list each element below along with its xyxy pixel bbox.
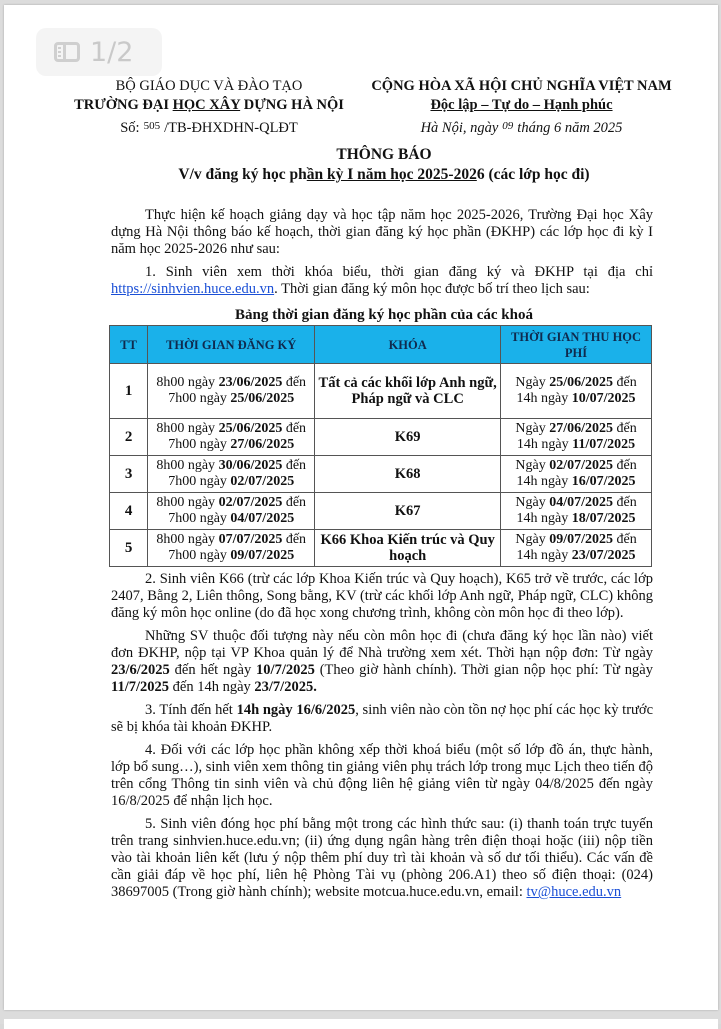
fee-end-label: 14h ngày — [516, 511, 572, 526]
fee-start-label: Ngày — [515, 458, 550, 473]
item-1-text: . Thời gian đăng ký môn học được bố trí theo lịch sau: — [274, 281, 590, 297]
document-page-2-edge — [4, 1019, 718, 1029]
school-name-part: TRƯỜNG ĐẠI — [74, 97, 173, 113]
fee-end-date: 11/07/2025 — [572, 437, 636, 452]
fee-start-label: Ngày — [515, 421, 550, 436]
reg-start-time: 8h00 ngày — [156, 532, 219, 547]
item-2-paragraph: 2. Sinh viên K66 (trừ các lớp Khoa Kiến trúc và Quy hoạch), K65 trở về trước, các lớp 2407, Bằng 2, Liên thông, Song bằng, KV (trừ các khối lớp Anh ngữ, Pháp ngữ, CLC) không đăng ký môn học online (do đã học xong chương trình, không còn môn học đi theo lớp). — [111, 571, 653, 621]
fee-time — [501, 364, 652, 419]
reg-start-date: 23/06/2025 — [218, 375, 283, 390]
school-name-part: DỰNG HÀ NỘI — [240, 97, 344, 113]
reg-to: đến — [282, 375, 307, 390]
reg-start-time: 8h00 ngày — [156, 458, 219, 473]
registration-time — [148, 364, 315, 419]
deadline-date: 11/7/2025 — [111, 679, 170, 695]
intro-section — [111, 207, 653, 304]
header-fee-time: THỜI GIAN THU HỌC PHÍ — [501, 326, 652, 364]
reg-end-date: 04/07/2025 — [230, 511, 295, 526]
row-number: 5 — [110, 530, 148, 567]
registration-time — [148, 419, 315, 456]
reg-end-date: 25/06/2025 — [230, 391, 295, 406]
sidebar-toggle-icon[interactable] — [54, 42, 80, 62]
fee-to: đến — [612, 458, 637, 473]
fee-start-label: Ngày — [515, 532, 550, 547]
registration-time — [148, 530, 315, 567]
email-link[interactable]: tv@huce.edu.vn — [526, 884, 622, 900]
student-portal-link[interactable]: https://sinhvien.huce.edu.vn — [111, 281, 275, 297]
fee-start-label: Ngày — [515, 375, 550, 390]
national-motto: Độc lập – Tự do – Hạnh phúc — [430, 97, 613, 113]
registration-schedule-table — [109, 325, 652, 567]
reg-to: đến — [282, 421, 307, 436]
fee-end-label: 14h ngày — [516, 474, 572, 489]
number-label: Số: — [120, 120, 140, 136]
item-4-paragraph: 4. Đối với các lớp học phần không xếp thời khoá biểu (một số lớp đồ án, thực hành, lớp bổ sung…), sinh viên xem thông tin giảng viên phụ trách lớp trong mục Lịch theo tiến độ trên cổng Thông tin sinh viên và chủ động liên hệ giảng viên từ ngày 04/8/2025 đến ngày 16/8/2025 để nhận lịch học. — [111, 742, 653, 809]
header-registration-time: THỜI GIAN ĐĂNG KÝ — [148, 326, 315, 364]
item-5-text: 5. Sinh viên đóng học phí bằng một trong các hình thức sau: (i) thanh toán trực tuyến trên trang sinhvien.huce.edu.vn; (ii) ứng dụng ngân hàng trên điện thoại hoặc (iii) nộp tiền vào tài khoản liên kết (lưu ý nộp thêm phí duy trì tài khoản và số dư tối thiểu). Các vấn đề cần giải đáp về học phí, liên hệ Phòng Tài vụ (phòng 206.A1) theo số điện thoại: (024) 38697005 (Trong giờ hành chính); website motcua.huce.edu.vn, email: — [111, 816, 653, 900]
deadline-date: 23/6/2025 — [111, 662, 170, 678]
reg-to: đến — [282, 532, 307, 547]
fee-start-date: 09/07/2025 — [549, 532, 613, 547]
debt-deadline: 14h ngày 16/6/2025 — [236, 702, 356, 718]
row-number: 2 — [110, 419, 148, 456]
table-row — [110, 419, 652, 456]
cohort: K67 — [315, 493, 501, 530]
reg-start-time: 8h00 ngày — [156, 375, 219, 390]
date-prefix: Hà Nội, ngày — [420, 120, 499, 136]
intro-paragraph: Thực hiện kế hoạch giảng dạy và học tập năm học 2025-2026, Trường Đại học Xây dựng Hà Nội thông báo kế hoạch, thời gian đăng ký học phần (ĐKHP) các lớp học đi kỳ I năm học 2025-2026 như sau: — [111, 207, 653, 257]
fee-to: đến — [612, 375, 637, 390]
reg-end-time: 7h00 ngày — [168, 474, 231, 489]
item-3-text: , sinh viên nào còn tồn nợ học phí các học kỳ trước sẽ bị khóa tài khoản ĐKHP. — [111, 702, 654, 735]
header-right — [349, 77, 694, 138]
school-name-underlined: HỌC XÂY — [172, 97, 241, 113]
reg-to: đến — [282, 495, 307, 510]
reg-end-time: 7h00 ngày — [168, 511, 231, 526]
title-subject — [104, 165, 664, 185]
page-count: 1/2 — [90, 36, 134, 68]
document-page-1 — [4, 5, 718, 1010]
cohort: Tất cả các khối lớp Anh ngữ, Pháp ngữ và CLC — [315, 364, 501, 419]
school-name — [74, 96, 344, 115]
title-heading: THÔNG BÁO — [336, 146, 432, 163]
fee-start-date: 04/07/2025 — [549, 495, 613, 510]
cohort: K68 — [315, 456, 501, 493]
row-number: 4 — [110, 493, 148, 530]
country-name: CỘNG HÒA XÃ HỘI CHỦ NGHĨA VIỆT NAM — [371, 78, 672, 94]
registration-time — [148, 493, 315, 530]
table-row — [110, 364, 652, 419]
page-indicator[interactable] — [36, 28, 162, 76]
deadline-date: 23/7/2025. — [254, 679, 317, 695]
fee-end-date: 16/07/2025 — [571, 474, 636, 489]
document-date — [349, 117, 694, 138]
table-row — [110, 456, 652, 493]
fee-start-date: 02/07/2025 — [549, 458, 613, 473]
fee-time — [501, 456, 652, 493]
header-left — [74, 77, 344, 138]
reg-start-date: 25/06/2025 — [218, 421, 283, 436]
fee-time — [501, 493, 652, 530]
header-cohort: KHÓA — [315, 326, 501, 364]
reg-start-date: 07/07/2025 — [218, 532, 283, 547]
reg-end-date: 09/07/2025 — [230, 548, 295, 563]
fee-end-date: 23/07/2025 — [571, 548, 636, 563]
fee-end-label: 14h ngày — [516, 391, 572, 406]
item-2b-text: đến 14h ngày — [169, 679, 255, 695]
row-number: 1 — [110, 364, 148, 419]
reg-start-date: 30/06/2025 — [218, 458, 283, 473]
fee-end-label: 14h ngày — [516, 548, 572, 563]
date-suffix: tháng 6 năm 2025 — [517, 120, 623, 136]
fee-to: đến — [612, 421, 637, 436]
item-3-paragraph — [111, 702, 653, 736]
table-caption: Bảng thời gian đăng ký học phần của các khoá — [235, 307, 533, 323]
reg-end-date: 27/06/2025 — [230, 437, 295, 452]
item-2b-text: đến hết ngày — [169, 662, 257, 678]
item-1-paragraph — [111, 264, 653, 298]
reg-start-time: 8h00 ngày — [156, 495, 219, 510]
number-suffix: /TB-ĐHXDHN-QLĐT — [164, 120, 298, 136]
number-value: 505 — [143, 120, 161, 132]
fee-end-label: 14h ngày — [516, 437, 573, 452]
reg-start-date: 02/07/2025 — [218, 495, 283, 510]
row-number: 3 — [110, 456, 148, 493]
fee-start-date: 27/06/2025 — [549, 421, 613, 436]
cohort: K66 Khoa Kiến trúc và Quy hoạch — [315, 530, 501, 567]
fee-start-label: Ngày — [515, 495, 550, 510]
subject-underlined: ần kỳ I năm học 2025-202 — [306, 166, 477, 183]
items-section — [111, 571, 653, 907]
fee-time — [501, 530, 652, 567]
reg-to: đến — [282, 458, 307, 473]
registration-time — [148, 456, 315, 493]
item-2b-text: (Theo giờ hành chính). Thời gian nộp học phí: Từ ngày — [314, 662, 653, 678]
document-title — [104, 145, 664, 185]
item-2b-paragraph — [111, 628, 653, 696]
fee-end-date: 10/07/2025 — [571, 391, 636, 406]
deadline-date: 10/7/2025 — [256, 662, 315, 678]
ministry-name: BỘ GIÁO DỤC VÀ ĐÀO TẠO — [115, 78, 303, 94]
fee-to: đến — [612, 532, 637, 547]
reg-end-time: 7h00 ngày — [168, 391, 231, 406]
item-1-text: 1. Sinh viên xem thời khóa biểu, thời gian đăng ký và ĐKHP tại địa chỉ — [145, 264, 653, 280]
subject-part: V/v đăng ký học ph — [178, 166, 307, 183]
fee-end-date: 18/07/2025 — [571, 511, 636, 526]
table-header-row — [110, 326, 652, 364]
subject-part: 6 (các lớp học đi) — [476, 166, 590, 183]
reg-end-date: 02/07/2025 — [230, 474, 295, 489]
fee-start-date: 25/06/2025 — [549, 375, 613, 390]
fee-time — [501, 419, 652, 456]
reg-end-time: 7h00 ngày — [168, 437, 231, 452]
item-5-paragraph — [111, 816, 653, 901]
document-number — [74, 117, 344, 138]
reg-end-time: 7h00 ngày — [168, 548, 231, 563]
cohort: K69 — [315, 419, 501, 456]
header-tt: TT — [110, 326, 148, 364]
fee-to: đến — [612, 495, 637, 510]
item-2b-text: Những SV thuộc đối tượng này nếu còn môn học đi (chưa đăng ký học lần nào) viết đơn ĐKHP, nộp tại VP Khoa quản lý để Nhà trường xem xét. Thời hạn nộp đơn: Từ ngày — [111, 628, 653, 661]
date-day: 09 — [502, 120, 514, 132]
table-row — [110, 493, 652, 530]
reg-start-time: 8h00 ngày — [156, 421, 219, 436]
item-3-text: 3. Tính đến hết — [145, 702, 237, 718]
table-row — [110, 530, 652, 567]
